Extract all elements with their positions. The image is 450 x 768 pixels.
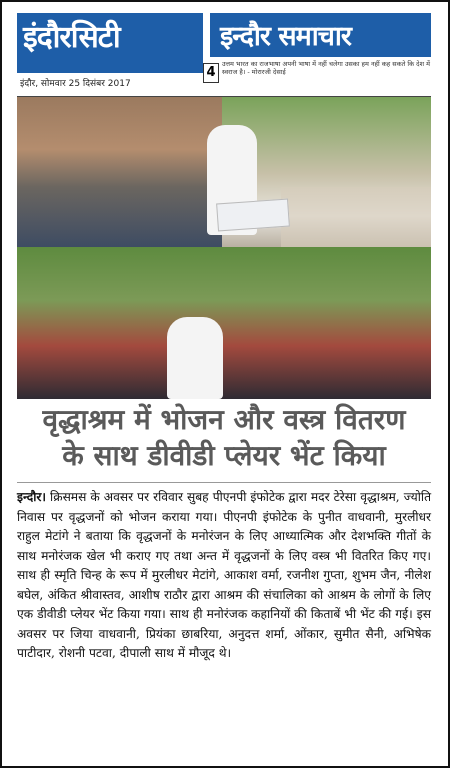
article-text: क्रिसमस के अवसर पर रविवार सुबह पीएनपी इंफोटेक द्वारा मदर टेरेसा वृद्धाश्रम, ज्योति निवास पर वृद्धजनों को भोजन कराया गया। पीएनपी इंफोटेक के पुनीत वाधवानी, मुरलीधर राहुल मेटांगे ने बताया कि वृद्धजनों के मनोरंजन के लिए आध्यात्मिक और देशभक्ति गीतों के साथ मनोरंजक खेल भी कराए गए तथा अन्त में वृद्धजनों के लिए वस्त्र भी वितरित किए गए। साथ ही स्मृति चिन्ह के रूप में मुरलीधर मेटांगे, आकाश वर्मा, रजनीश गुप्ता, शुभम जैन, नीलेश बघेल, अंकित श्रीवास्तव, आशीष राठौर द्वारा आश्रम की संचालिका को आश्रम के लोगों के लिए एक डीवीडी प्लेयर भेंट किया गया। साथ ही मनोरंजक कहानियों की किताबें भी भेंट की गई। इस अवसर पर जिया वाधवानी, प्रियंका छाबरिया, अनुदत्त शर्मा, ओंकार, सुमीत सैनी, अभिषेक पाटीदार, रोशनी पटवा, दीपाली साथ में मौजूद थे। bbox=[17, 490, 432, 660]
photo-panel-dining bbox=[17, 97, 222, 247]
divider bbox=[17, 482, 431, 483]
photo-gift-box bbox=[216, 199, 290, 232]
date-line: इंदौर, सोमवार 25 दिसंबर 2017 bbox=[20, 79, 131, 89]
page-number: 4 bbox=[203, 63, 219, 83]
newspaper-logo: इंदौरसिटी bbox=[23, 20, 120, 55]
headline-line-1: वृद्धाश्रम में भोजन और वस्त्र वितरण bbox=[42, 403, 406, 436]
photo-panel-group bbox=[17, 247, 431, 399]
photo-figure-nun-group bbox=[167, 317, 223, 399]
masthead-left-block bbox=[17, 13, 203, 73]
masthead-right-block bbox=[210, 13, 431, 57]
article-headline bbox=[17, 400, 431, 474]
masthead-tagline: उत्तम भारत का राजभाषा अपनी भाषा में नहीं चलेगा उसका हम नहीं कह सकते कि देश में स्वराज है। - मोरारजी देसाई bbox=[222, 60, 430, 76]
article-dateline: इन्दौर। bbox=[17, 490, 46, 504]
headline-line-2: के साथ डीवीडी प्लेयर भेंट किया bbox=[62, 439, 386, 472]
article-paragraph bbox=[17, 488, 431, 664]
article-photo bbox=[17, 96, 431, 399]
article-body bbox=[17, 488, 431, 664]
newspaper-subtitle: इन्दौर समाचार bbox=[220, 21, 351, 52]
